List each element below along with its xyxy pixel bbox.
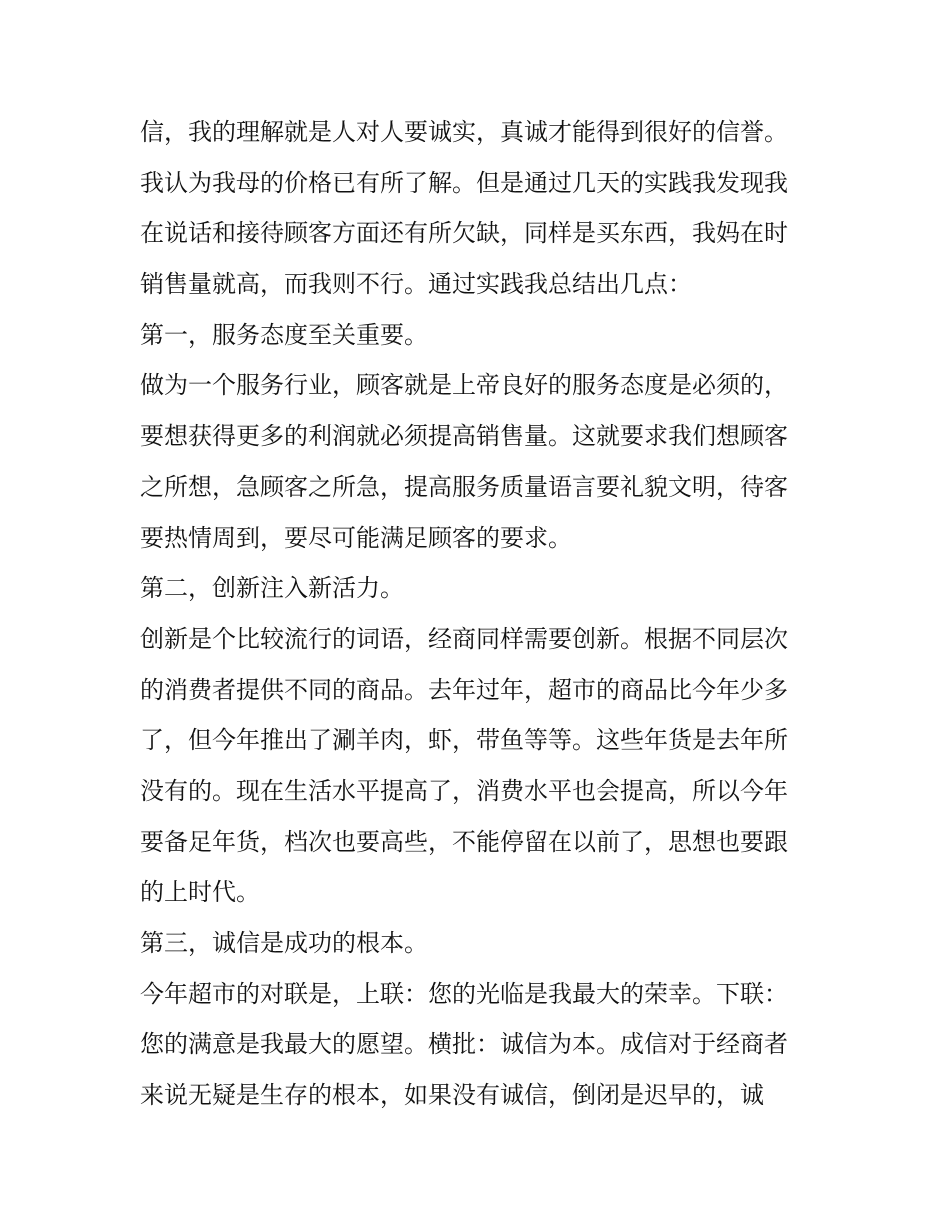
document-body <box>140 107 820 1121</box>
text-line: 信，我的理解就是人对人要诚实，真诚才能得到很好的信誉。 <box>140 118 788 146</box>
section-heading: 第二，创新注入新活力。 <box>140 574 404 603</box>
text-line: 要想获得更多的利润就必须提高销售量。这就要求我们想顾客 <box>140 422 788 451</box>
text-line: 做为一个服务行业，顾客就是上帝良好的服务态度是必须的， <box>140 371 788 400</box>
text-line: 要备足年货，档次也要高些，不能停留在以前了，思想也要跟 <box>140 827 788 856</box>
section-heading: 第一，服务态度至关重要。 <box>140 320 428 349</box>
text-line: 销售量就高，而我则不行。通过实践我总结出几点： <box>140 270 692 299</box>
section-heading: 第三，诚信是成功的根本。 <box>140 929 428 957</box>
text-line: 之所想，急顾客之所急，提高服务质量语言要礼貌文明，待客 <box>140 472 788 501</box>
text-line: 创新是个比较流行的词语，经商同样需要创新。根据不同层次 <box>140 624 788 653</box>
text-line: 了，但今年推出了涮羊肉，虾，带鱼等等。这些年货是去年所 <box>140 726 788 755</box>
text-line: 的消费者提供不同的商品。去年过年，超市的商品比今年少多 <box>140 675 788 704</box>
text-line: 在说话和接待顾客方面还有所欠缺，同样是买东西，我妈在时 <box>140 219 788 248</box>
text-line: 要热情周到，要尽可能满足顾客的要求。 <box>140 523 572 552</box>
text-line: 今年超市的对联是，上联：您的光临是我最大的荣幸。下联： <box>140 979 788 1008</box>
text-line: 我认为我母的价格已有所了解。但是通过几天的实践我发现我 <box>140 168 788 197</box>
text-line: 没有的。现在生活水平提高了，消费水平也会提高，所以今年 <box>140 776 788 805</box>
text-line: 来说无疑是生存的根本，如果没有诚信，倒闭是迟早的，诚 <box>140 1081 764 1110</box>
text-line: 您的满意是我最大的愿望。横批：诚信为本。成信对于经商者 <box>140 1030 788 1059</box>
text-line: 的上时代。 <box>140 878 260 907</box>
